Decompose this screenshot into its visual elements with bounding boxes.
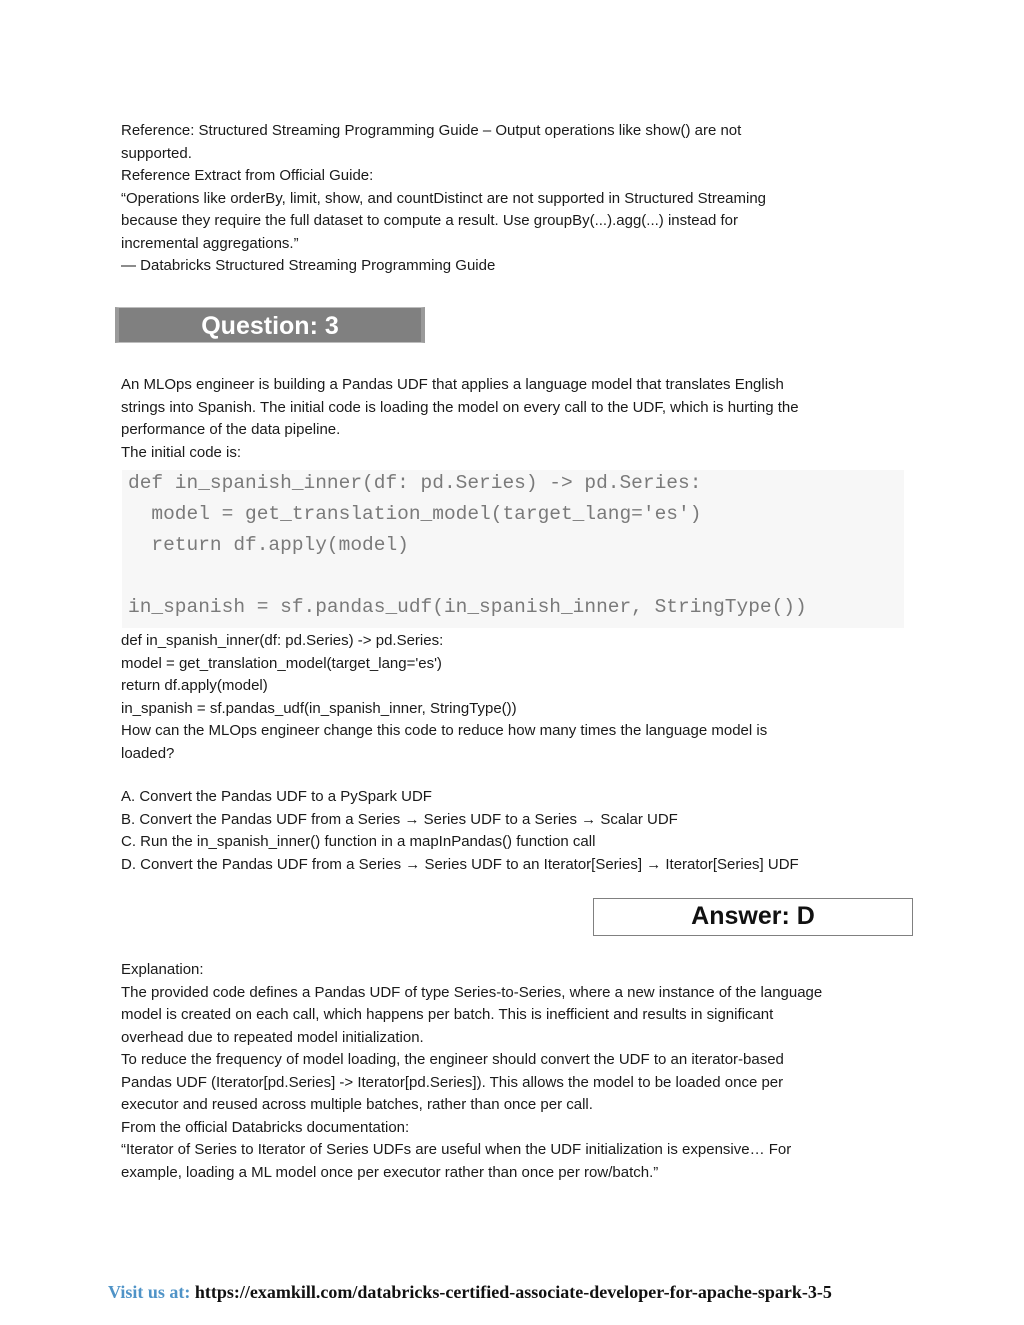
explanation-section: [121, 959, 911, 1184]
question-text-line: The initial code is:: [121, 443, 242, 461]
explanation-line: From the official Databricks documentation:: [121, 1118, 410, 1136]
question-text-line: An MLOps engineer is building a Pandas UDF that applies a language model that translates English: [121, 376, 784, 393]
reference-line: Reference: Structured Streaming Programming Guide – Output operations like show() are not: [121, 122, 742, 139]
option-c: C. Run the in_spanish_inner() function in a mapInPandas() function call: [121, 833, 596, 850]
footer-label: Visit us at:: [108, 1282, 195, 1302]
code-text-line: model = get_translation_model(target_lang='es'): [121, 654, 442, 672]
footer-url-link[interactable]: https://examkill.com/databricks-certified-associate-developer-for-apache-spark-3-5: [194, 1282, 832, 1302]
code-image-line: model = get_translation_model(target_lang='es'): [128, 503, 702, 525]
explanation-line: executor and reused across multiple batches, rather than once per call.: [121, 1096, 593, 1113]
code-text-block: [121, 630, 911, 765]
explanation-line: model is created on each call, which happens per batch. This is inefficient and results in significant: [121, 1006, 774, 1023]
question-prompt-line: loaded?: [121, 744, 175, 762]
question-text-line: strings into Spanish. The initial code is loading the model on every call to the UDF, which is hurting the: [121, 398, 799, 416]
question-prompt-line: How can the MLOps engineer change this code to reduce how many times the language model is: [121, 722, 768, 739]
question-title: Question: 3: [201, 312, 339, 340]
reference-attribution: — Databricks Structured Streaming Programming Guide: [121, 257, 496, 274]
question-intro: [121, 374, 911, 464]
code-image-line: def in_spanish_inner(df: pd.Series) -> pd.Series:: [128, 472, 702, 494]
question-banner: [115, 307, 425, 343]
reference-quote-line: “Operations like orderBy, limit, show, and countDistinct are not supported in Structured Streaming: [121, 189, 767, 207]
footer: [108, 1282, 832, 1303]
explanation-heading: Explanation:: [121, 961, 204, 978]
option-a: A. Convert the Pandas UDF to a PySpark UDF: [121, 788, 432, 805]
code-screenshot-image: [122, 470, 904, 628]
reference-quote-line: because they require the full dataset to compute a result. Use groupBy(...).agg(...) instead for: [121, 212, 738, 229]
explanation-line: The provided code defines a Pandas UDF of type Series-to-Series, where a new instance of the language: [121, 983, 823, 1001]
question-text-line: performance of the data pipeline.: [121, 421, 341, 438]
explanation-line: To reduce the frequency of model loading, the engineer should convert the UDF to an iterator-based: [121, 1051, 784, 1068]
explanation-line: overhead due to repeated model initialization.: [121, 1028, 424, 1046]
code-image-line: return df.apply(model): [128, 534, 409, 556]
explanation-line: Pandas UDF (Iterator[pd.Series] -> Iterator[pd.Series]). This allows the model to be loaded once per: [121, 1073, 784, 1091]
explanation-quote-line: “Iterator of Series to Iterator of Series UDFs are useful when the UDF initialization is expensive… For: [121, 1141, 792, 1158]
code-text-line: def in_spanish_inner(df: pd.Series) -> pd.Series:: [121, 632, 444, 649]
answer-label: Answer: D: [691, 902, 815, 930]
option-b: B. Convert the Pandas UDF from a Series → Series UDF to a Series → Scalar UDF: [121, 810, 678, 828]
answer-box: [593, 898, 913, 936]
code-text-line: return df.apply(model): [121, 677, 268, 694]
reference-quote-line: incremental aggregations.”: [121, 234, 299, 252]
code-image-line: in_spanish = sf.pandas_udf(in_spanish_inner, StringType()): [128, 596, 807, 618]
answer-options: [121, 786, 911, 876]
explanation-quote-line: example, loading a ML model once per executor rather than once per row/batch.”: [121, 1163, 659, 1181]
code-text-line: in_spanish = sf.pandas_udf(in_spanish_inner, StringType()): [121, 699, 517, 717]
reference-line: supported.: [121, 144, 192, 162]
option-d: D. Convert the Pandas UDF from a Series → Series UDF to an Iterator[Series] → Iterator[Series] UDF: [121, 855, 799, 873]
reference-section: [121, 120, 911, 278]
reference-line: Reference Extract from Official Guide:: [121, 167, 374, 184]
